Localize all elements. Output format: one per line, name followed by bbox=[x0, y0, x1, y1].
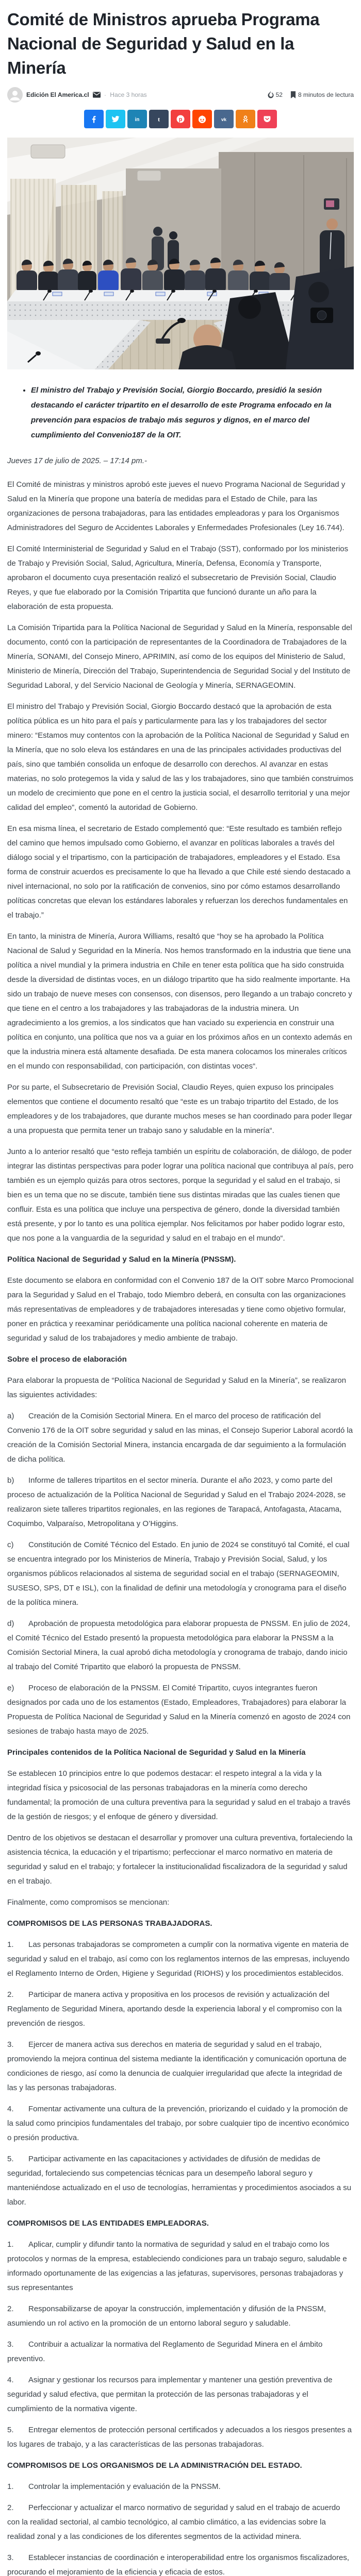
paragraph: Este documento se elabora en conformidad con el Convenio 187 de la OIT sobre Marco Promocional para la Seguridad y Salud en el Trabajo, todo Miembro deberá, en consulta con las organizaciones más representativas de empleadores y de trabajadores interesadas y tiene como objetivo formular, poner en práctica y reexaminar periódicamente una política nacional coherente en materia de seguridad y salud de los trabajadores y medio ambiente de trabajo. bbox=[7, 1276, 354, 1343]
section-heading: COMPROMISOS DE LAS PERSONAS TRABAJADORAS. bbox=[7, 1919, 212, 1928]
item-prefix: a) bbox=[7, 1412, 14, 1420]
svg-text:in: in bbox=[135, 116, 140, 123]
svg-text:p: p bbox=[178, 116, 183, 123]
avatar[interactable] bbox=[7, 87, 23, 103]
section-heading: Política Nacional de Seguridad y Salud en la Minería (PNSSM). bbox=[7, 1255, 236, 1264]
views-group bbox=[268, 91, 283, 98]
person-icon bbox=[7, 87, 23, 103]
item-prefix: 2. bbox=[7, 1990, 14, 1999]
list-item: 2. Perfeccionar y actualizar el marco normativo de seguridad y salud en el trabajo de acuerdo con la realidad sectorial, al cambio tecnológico, al cambio climático, a las evidencias sobre la realidad zonal y a las condiciones de los diferentes segmentos de la actividad minera. bbox=[7, 2501, 354, 2544]
item-prefix: 3. bbox=[7, 2340, 14, 2349]
paragraph: Se establecen 10 principios entre lo que podemos destacar: el respeto integral a la vida y la integridad física y psicosocial de las personas trabajadoras en la minería como derecho fundamental; la promoción de una cultura preventiva para la seguridad y salud en el trabajo a través de la gestión de riesgos; y el enfoque de género y diversidad. bbox=[7, 1769, 351, 1821]
item-prefix: b) bbox=[7, 1476, 14, 1485]
list-item: 1. Controlar la implementación y evaluación de la PNSSM. bbox=[7, 2480, 354, 2494]
svg-text:t: t bbox=[158, 115, 160, 123]
time-ago: Hace 3 horas bbox=[110, 91, 147, 98]
list-item: 3. Contribuir a actualizar la normativa del Reglamento de Seguridad Minera en el ámbito preventivo. bbox=[7, 2337, 354, 2366]
list-item: 3. Establecer instancias de coordinación e interoperabilidad entre los organismos fiscalizadores, procurando el mejoramiento de la eficiencia y eficacia de estos. bbox=[7, 2551, 354, 2576]
list-item: 2. Participar de manera activa y propositiva en los procesos de revisión y actualización del Reglamento de Seguridad Minera, aportando desde la experiencia laboral y el compromiso con la prevención de riesgos. bbox=[7, 1988, 354, 2031]
social-share-row bbox=[7, 110, 354, 128]
paragraph: El Comité Interministerial de Seguridad y Salud en el Trabajo (SST), conformado por los ministerios de Trabajo y Previsión Social, Salud, Agricultura, Minería, Defensa, Economía y Transporte, aprobaron el documento cuya presentación realizó el subsecretario de Previsión Social, Claudio Reyes, y que fue elaborado por la Comisión Tripartita que funcionó durante un año para la elaboración de esta propuesta. bbox=[7, 545, 349, 611]
share-twitter-button[interactable] bbox=[106, 110, 125, 128]
hero-image bbox=[7, 138, 354, 369]
email-icon[interactable] bbox=[93, 92, 101, 98]
list-item: 4. Asignar y gestionar los recursos para implementar y mantener una gestión preventiva de seguridad y salud efectiva, que permitan la protección de las personas trabajadoras y el cumplimiento de la normativa vigente. bbox=[7, 2373, 354, 2416]
share-pinterest-button[interactable] bbox=[171, 110, 190, 128]
paragraph: Finalmente, como compromisos se mencionan: bbox=[7, 1898, 170, 1907]
section-heading: COMPROMISOS DE LAS ENTIDADES EMPLEADORAS. bbox=[7, 2219, 209, 2228]
paragraph: En tanto, la ministra de Minería, Aurora Williams, resaltó que “hoy se ha aprobado la Política Nacional de Salud y Seguridad en la Minería. Nos hemos transformado en la industria que tiene una política a nivel mundial y la primera industria en Chile en tener esta política que ha sido construida desde la diversidad de distintas voces, en un diálogo tripartito que ha sido realmente importante. Ha sido un trabajo de nueve meses con consensos, con disensos, pero llegando a un trabajo concreto y que tiene en el centro a los trabajadores y las trabajadoras de la industria minera. Un agradecimiento a los gremios, a los sindicatos que han vaciado su experiencia en construir una política en conjunto, una política que nos va a guiar en los próximos años en un contexto además en que la industria minera está altamente desafiada. De esta manera colocamos los minerales críticos en el mundo con responsabilidad, con participación, con distintas voces“. bbox=[7, 932, 352, 1071]
list-item: 5. Entregar elementos de protección personal certificados y adecuados a los riesgos presentes a los lugares de trabajo, y a las características de las personas trabajadoras. bbox=[7, 2423, 354, 2452]
item-prefix: 4. bbox=[7, 2376, 14, 2384]
item-prefix: e) bbox=[7, 1684, 14, 1692]
item-prefix: 5. bbox=[7, 2155, 14, 2163]
item-prefix: c) bbox=[7, 1540, 14, 1549]
list-item: 1. Aplicar, cumplir y difundir tanto la normativa de seguridad y salud en el trabajo como los protocolos y normas de la empresa, estableciendo condiciones para un trabajo seguro, saludable e informado oportunamente de las exigencias a las jefaturas, supervisores, personas trabajadoras y sus representantes bbox=[7, 2238, 354, 2295]
bookmark-icon bbox=[290, 91, 296, 98]
list-item: a) Creación de la Comisión Sectorial Minera. En el marco del proceso de ratificación del Convenio 176 de la OIT sobre seguridad y salud en las minas, el Consejo Superior Laboral acordó la creación de la Comisión Sectorial Minera, instancia encargada de dar seguimiento a la formulación de dicha política. bbox=[7, 1409, 354, 1467]
reading-time: 8 minutos de lectura bbox=[298, 91, 354, 98]
share-reddit-button[interactable] bbox=[192, 110, 212, 128]
byline-meta bbox=[268, 91, 354, 98]
paragraph: El Comité de ministras y ministros aprobó este jueves el nuevo Programa Nacional de Seguridad y Salud en la Minería que propone una batería de medidas para el Estado de Chile, para las organizaciones de persona trabajadoras, para las entidades empleadoras y para los Organismos Administradores del Seguro de Accidentes Laborales y Enfermedades Profesionales (Ley 16.744). bbox=[7, 480, 346, 532]
paragraph: En esa misma línea, el secretario de Estado complementó que: “Este resultado es también reflejo del camino que hemos impulsado como Gobierno, el avanzar en políticas laborales a través del diálogo social y el tripartismo, con la participación de trabajadores, empleadores y el Estado. Esa forma de construir acuerdos es precisamente lo que ha llevado a que Chile esté siendo destacado a nivel internacional, no solo por la ratificación de convenios, sino por cómo estamos desarrollando políticas concretas que elevan los estándares laborales y refuerzan los derechos fundamentales en el trabajo.” bbox=[7, 824, 351, 920]
section-heading: Principales contenidos de la Política Nacional de Seguridad y Salud en la Minería bbox=[7, 1748, 306, 1757]
section-heading: Sobre el proceso de elaboración bbox=[7, 1355, 127, 1364]
flame-icon bbox=[268, 91, 274, 98]
list-item: e) Proceso de elaboración de la PNSSM. El Comité Tripartito, cuyos integrantes fueron designados por cada uno de los estamentos (Estado, Empleadores, Trabajadores) para elaborar la Propuesta de Política Nacional de Seguridad y Salud en la Minería comenzó en agosto de 2024 con sesiones de trabajo hasta mayo de 2025. bbox=[7, 1681, 354, 1739]
list-item: 4. Fomentar activamente una cultura de la prevención, priorizando el cuidado y la promoción de la salud como principios fundamentales del trabajo, por sobre cualquier tipo de incentivo económico o presión productiva. bbox=[7, 2102, 354, 2145]
author-name[interactable]: Edición El America.cl bbox=[26, 91, 89, 98]
share-facebook-button[interactable] bbox=[84, 110, 104, 128]
share-pocket-button[interactable] bbox=[257, 110, 277, 128]
page-title: Comité de Ministros aprueba Programa Nacional de Seguridad y Salud en la Minería bbox=[7, 10, 320, 77]
item-prefix: 5. bbox=[7, 2426, 14, 2434]
meeting-room-photo bbox=[7, 138, 354, 369]
views-count: 52 bbox=[275, 91, 283, 98]
item-prefix: 3. bbox=[7, 2553, 14, 2562]
section-heading: COMPROMISOS DE LOS ORGANISMOS DE LA ADMINISTRACIÓN DEL ESTADO. bbox=[7, 2461, 302, 2470]
article-body bbox=[7, 478, 354, 2576]
list-item: 2. Responsabilizarse de apoyar la construcción, implementación y difusión de la PNSSM, asumiendo un rol activo en la promoción de un entorno laboral seguro y saludable. bbox=[7, 2302, 354, 2331]
paragraph: Para elaborar la propuesta de “Política Nacional de Seguridad y Salud en la Minería”, se realizaron las siguientes actividades: bbox=[7, 1376, 347, 1399]
item-prefix: 4. bbox=[7, 2105, 14, 2113]
paragraph: El ministro del Trabajo y Previsión Social, Giorgio Boccardo destacó que la aprobación de esta política pública es un hito para el país y particularmente para las y los trabajadores del sector minero: “Estamos muy contentos con la aprobación de la Política Nacional de Seguridad y Salud en la Minería, que no solo eleva los estándares en una de las principales actividades productivas del país, sino que también consolida un enfoque de desarrollo con derechos. Al avanzar en estas materias, no solo protegemos la vida y salud de las y los trabajadores, sino que también construimos un modelo de crecimiento que pone en el centro la justicia social, el desarrollo territorial y una mejor calidad del empleo”, comentó la autoridad de Gobierno. bbox=[7, 702, 354, 812]
item-prefix: 1. bbox=[7, 2240, 14, 2249]
list-item: 3. Ejercer de manera activa sus derechos en materia de seguridad y salud en el trabajo, promoviendo la mejora continua del sistema mediante la identificación y comunicación oportuna de condiciones de riesgo, así como la denuncia de cualquier irregularidad que afecte la integridad de las y las personas trabajadoras. bbox=[7, 2038, 354, 2095]
list-item: c) Constitución de Comité Técnico del Estado. En junio de 2024 se constituyó tal Comité, el cual se encuentra integrado por los Ministerios de Minería, Trabajo y Previsión Social, Salud, y los organismos públicos relacionados al sistema de seguridad social en el trabajo (SERNAGEOMIN, SUSESO, SPS, DT e ISL), con la finalidad de definir una metodología y cronograma para el diseño de la política minera. bbox=[7, 1538, 354, 1610]
item-prefix: 3. bbox=[7, 2040, 14, 2049]
list-item: d) Aprobación de propuesta metodológica para elaborar propuesta de PNSSM. En julio de 2024, el Comité Técnico del Estado presentó la propuesta metodológica para elaborar la PNSSM a la Comisión Sectorial Minera, la cual aprobó dicha metodología y cronograma de trabajo, dando inicio al trabajo del Comité Tripartito que elaboró la propuesta de PNSSM. bbox=[7, 1617, 354, 1674]
caption-list bbox=[7, 383, 354, 443]
item-prefix: 1. bbox=[7, 1940, 14, 1949]
caption-text: • El ministro del Trabajo y Previsión Social, Giorgio Boccardo, presidió la sesión destacando el carácter tripartito en el desarrollo de este Programa enfocado en la prevención para espacios de trabajo más seguros y dignos, en el marco del cumplimiento del Convenio187 de la OIT. bbox=[31, 383, 354, 443]
share-odnoklassniki-button[interactable] bbox=[236, 110, 255, 128]
byline bbox=[7, 85, 354, 105]
item-prefix: 2. bbox=[7, 2503, 14, 2512]
paragraph: Dentro de los objetivos se destacan el desarrollar y promover una cultura preventiva, fortaleciendo la asistencia técnica, la educación y el tripartismo; perfeccionar el marco normativo en materia de seguridad y salud en el trabajo; y fortalecer la institucionalidad fiscalizadora de la seguridad y salud en el trabajo. bbox=[7, 1834, 353, 1886]
item-prefix: d) bbox=[7, 1619, 14, 1628]
list-item: 5. Participar activamente en las capacitaciones y actividades de difusión de medidas de seguridad, fortaleciendo sus competencias técnicas para un desempeño laboral seguro y manteniéndose actualizado en el uso de tecnologías, herramientas y procedimientos asociados a su labor. bbox=[7, 2152, 354, 2210]
share-linkedin-button[interactable] bbox=[127, 110, 147, 128]
separator-dot: · bbox=[104, 91, 107, 99]
reading-time-group bbox=[290, 91, 354, 98]
svg-text:vk: vk bbox=[221, 116, 227, 122]
share-vk-button[interactable] bbox=[214, 110, 234, 128]
share-tumblr-button[interactable] bbox=[149, 110, 169, 128]
dateline: Jueves 17 de julio de 2025. – 17:14 pm.- bbox=[7, 456, 147, 465]
list-item: b) Informe de talleres tripartitos en el sector minería. Durante el año 2023, y como parte del proceso de actualización de la Política Nacional de Seguridad y Salud en el Trabajo 2024-2028, se realizaron siete talleres tripartitos regionales, en las regiones de Tarapacá, Antofagasta, Atacama, Coquimbo, Valparaíso, Metropolitana y O’Higgins. bbox=[7, 1473, 354, 1531]
item-prefix: 2. bbox=[7, 2304, 14, 2313]
list-item: 1. Las personas trabajadoras se comprometen a cumplir con la normativa vigente en materia de seguridad y salud en el trabajo, así como con los reglamentos internos de las empresas, incluyendo el Reglamento Interno de Orden, Higiene y Seguridad (RIOHS) y los procedimientos establecidos. bbox=[7, 1938, 354, 1981]
item-prefix: 1. bbox=[7, 2482, 14, 2491]
paragraph: Por su parte, el Subsecretario de Previsión Social, Claudio Reyes, quien expuso los principales elementos que contiene el documento resaltó que “este es un trabajo tripartito del Estado, de los empleadores y de los trabajadores, que durante muchos meses se han coordinado para poder llegar a una propuesta que permita tener un trabajo sano y saludable en la minería“. bbox=[7, 1083, 352, 1135]
paragraph: Junto a lo anterior resaltó que “esto refleja también un espíritu de colaboración, de diálogo, de poder integrar las distintas perspectivas para poder lograr una política nacional que contribuya al país, pero también es un ejemplo quizás para otros sectores, porque la seguridad y el salud en el trabajo, si bien es un tema que no se discute, también tiene sus distintas miradas que las cuales tienen que confluir. Esta es una política que incluye una perspectiva de género, donde la diversidad también está presente, y por lo tanto es una política ejemplar. Nos felicitamos por haber podido lograr esto, que nos pone a la vanguardia de la seguridad y salud en el trabajo en el mundo“. bbox=[7, 1147, 354, 1243]
paragraph: La Comisión Tripartida para la Política Nacional de Seguridad y Salud en la Minería, responsable del documento, contó con la participación de representantes de la Coordinadora de Trabajadores de la Minería, SONAMI, del Consejo Minero, APRIMIN, así como de los equipos del Ministerio de Salud, Ministerio de Minería, Dirección del Trabajo, Superintendencia de Seguridad Social y del Instituto de Seguridad Laboral, y del Servicio Nacional de Geología y Minería, SERNAGEOMIN. bbox=[7, 623, 352, 690]
